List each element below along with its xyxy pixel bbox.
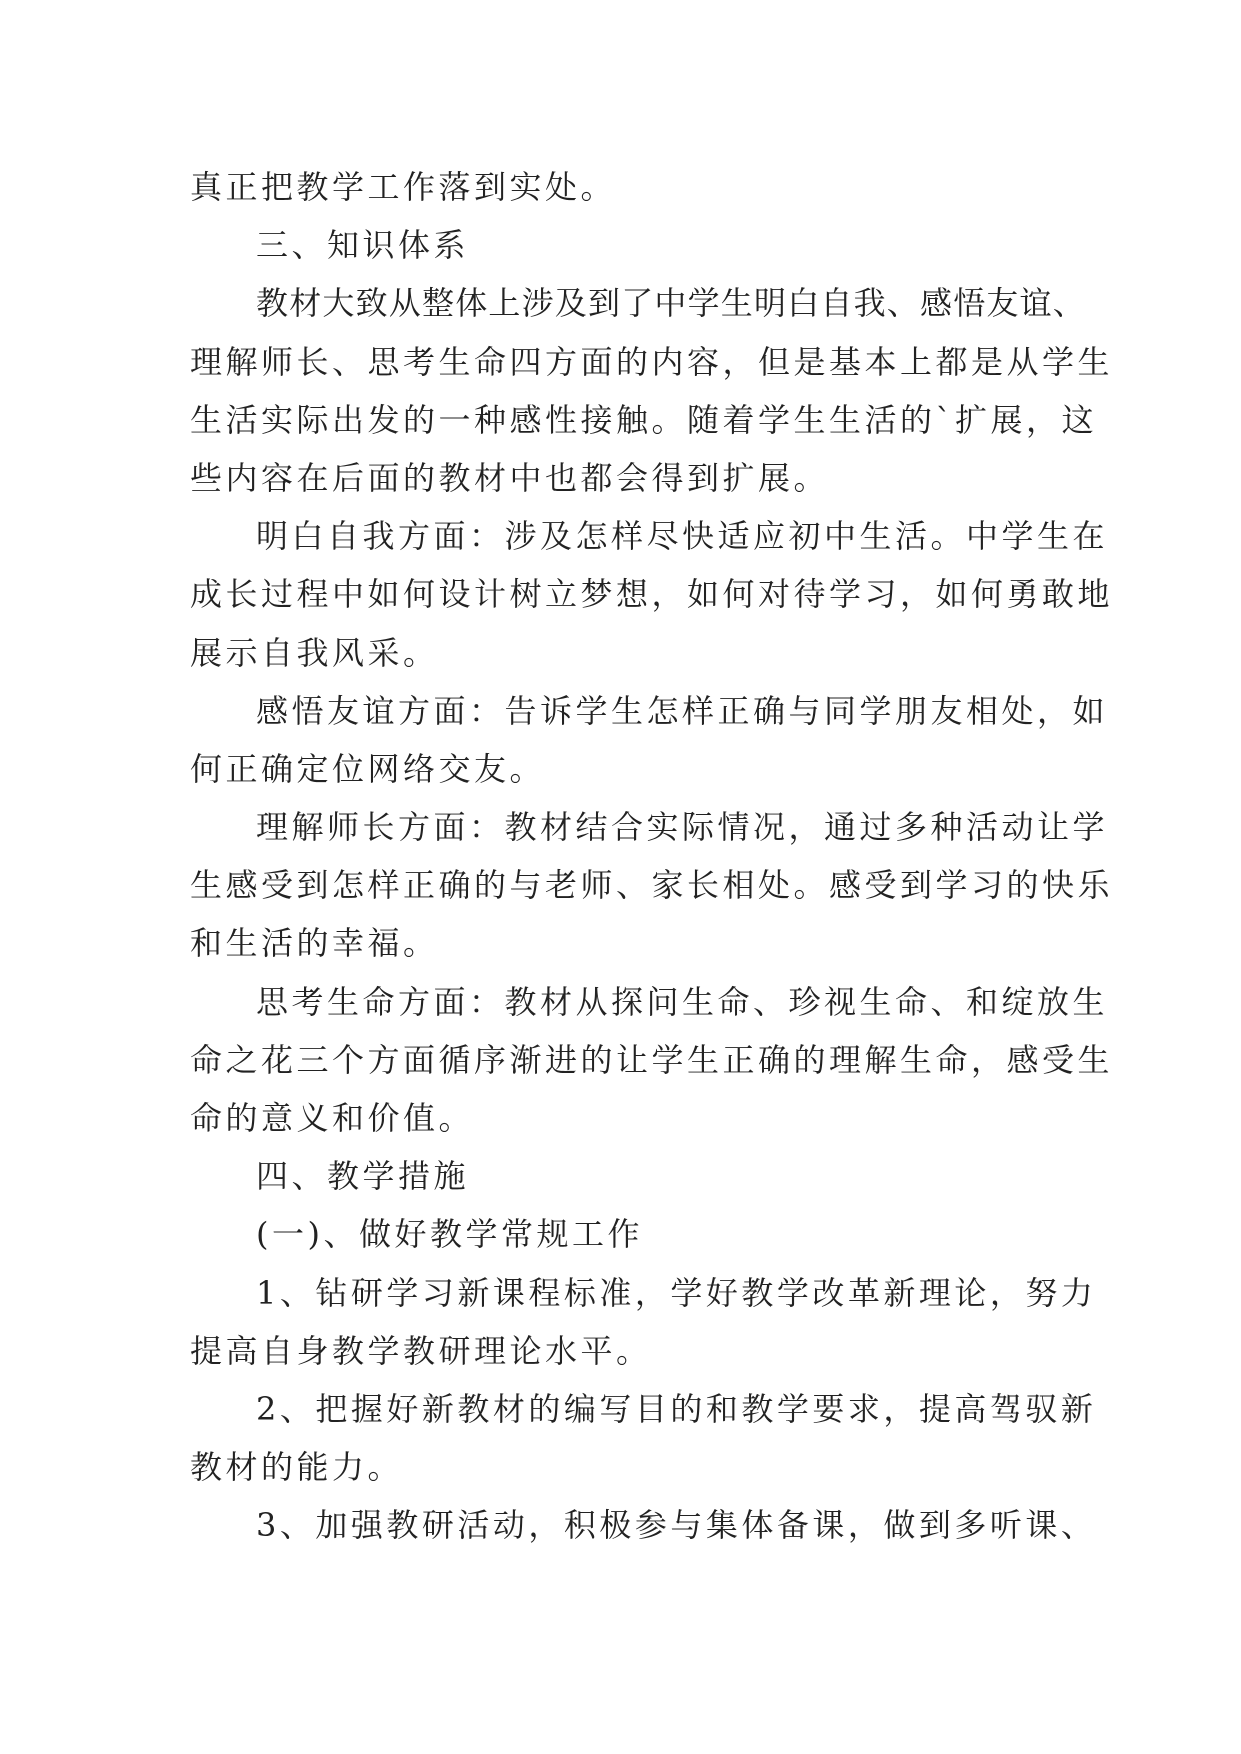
text-line: 2、把握好新教材的编写目的和教学要求，提高驾驭新: [256, 1389, 1097, 1428]
text-line: 3、加强教研活动，积极参与集体备课，做到多听课、: [256, 1506, 1097, 1545]
section-heading: 四、教学措施: [256, 1157, 470, 1196]
text-line: 展示自我风采。: [190, 633, 439, 672]
text-line: 教材大致从整体上涉及到了中学生明白自我、感悟友谊、: [256, 284, 1087, 323]
text-line: 理解师长方面：教材结合实际情况，通过多种活动让学: [256, 808, 1109, 847]
text-line: 真正把教学工作落到实处。: [190, 168, 617, 206]
text-line: 思考生命方面：教材从探问生命、珍视生命、和绽放生: [256, 982, 1109, 1021]
text-line: 1、钻研学习新课程标准，学好教学改革新理论，努力: [256, 1273, 1097, 1312]
text-line: 成长过程中如何设计树立梦想，如何对待学习，如何勇敢地: [190, 575, 1114, 614]
text-line: 教材的能力。: [190, 1448, 404, 1487]
text-line: 命之花三个方面循序渐进的让学生正确的理解生命，感受生: [190, 1040, 1114, 1079]
subsection-heading: (一)、做好教学常规工作: [256, 1215, 643, 1254]
text-line: 感悟友谊方面：告诉学生怎样正确与同学朋友相处，如: [256, 691, 1109, 730]
text-line: 命的意义和价值。: [190, 1099, 475, 1137]
section-heading: 三、知识体系: [256, 226, 470, 265]
text-line: 生感受到怎样正确的与老师、家长相处。感受到学习的快乐: [190, 866, 1114, 905]
text-line: 些内容在后面的教材中也都会得到扩展。: [190, 458, 830, 497]
text-line: 何正确定位网络交友。: [190, 749, 546, 788]
body-text: [190, 158, 1114, 1555]
text-line: 明白自我方面：涉及怎样尽快适应初中生活。中学生在: [256, 517, 1109, 556]
text-line: 和生活的幸福。: [190, 924, 439, 963]
text-line: 理解师长、思考生命四方面的内容，但是基本上都是从学生: [190, 342, 1114, 381]
text-line: 生活实际出发的一种感性接触。随着学生生活的`扩展，这: [190, 400, 1098, 439]
text-line: 提高自身教学教研理论水平。: [190, 1331, 652, 1370]
